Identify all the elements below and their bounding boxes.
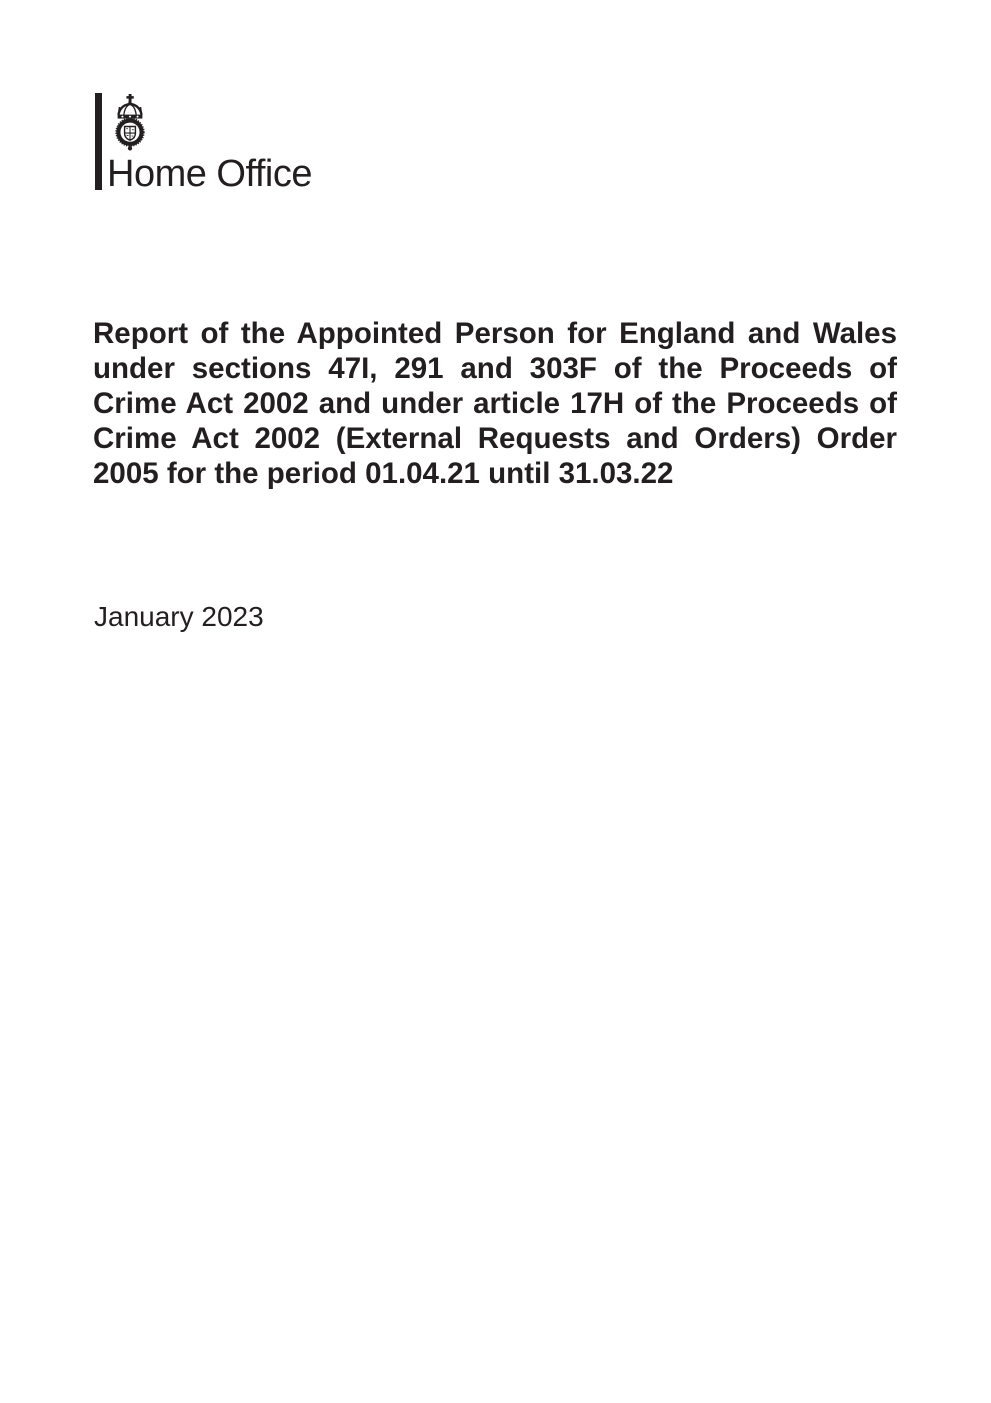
report-title-line-4: Crime Act 2002 (External Requests and Orders) Order	[93, 422, 897, 455]
report-title-line-2: under sections 47I, 291 and 303F of the Proceeds of	[93, 352, 897, 385]
home-office-logo	[95, 93, 335, 195]
report-title-line-3: Crime Act 2002 and under article 17H of the Proceeds of	[93, 387, 897, 420]
report-title-line-1: Report of the Appointed Person for England and Wales	[93, 317, 897, 350]
royal-crest-icon	[111, 94, 149, 152]
publication-date: January 2023	[94, 601, 264, 632]
home-office-wordmark: Home Office	[107, 153, 312, 195]
logo-vertical-bar	[95, 93, 102, 190]
report-title-line-5: 2005 for the period 01.04.21 until 31.03.22	[93, 457, 674, 490]
report-title	[93, 316, 897, 491]
